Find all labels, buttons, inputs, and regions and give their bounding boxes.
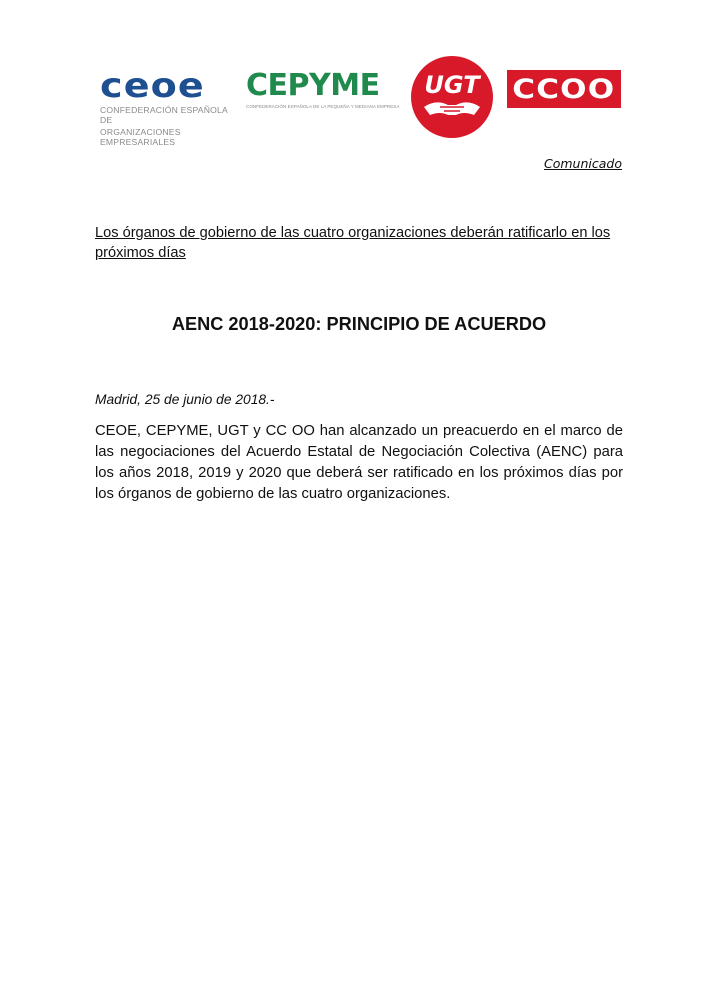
cepyme-logo-subtitle: CONFEDERACIÓN ESPAÑOLA DE LA PEQUEÑA Y MEDIANA EMPRESA <box>246 104 400 109</box>
ceoe-logo <box>100 66 240 147</box>
ccoo-logo-wordmark: CCOO <box>512 73 616 105</box>
ugt-logo-wordmark: UGT <box>424 71 480 99</box>
logos-header <box>0 55 716 145</box>
dateline: Madrid, 25 de junio de 2018.- <box>95 392 275 407</box>
cepyme-logo <box>246 69 406 110</box>
subheadline: Los órganos de gobierno de las cuatro organizaciones deberán ratificarlo en los próximos días <box>95 225 611 261</box>
page-title: AENC 2018-2020: PRINCIPIO DE ACUERDO <box>171 314 547 334</box>
ugt-logo <box>410 55 494 139</box>
body-paragraph: CEOE, CEPYME, UGT y CC OO han alcanzado un preacuerdo en el marco de las negociaciones del Acuerdo Estatal de Negociación Colectiva (AENC) para los años 2018, 2019 y 2020 que deberá ser ratificado en los próximos días por los órganos de gobierno de las cuatro organizaciones. <box>95 423 623 502</box>
ugt-handshake-icon <box>410 55 494 139</box>
cepyme-logo-wordmark: CEPYME <box>246 68 380 103</box>
ceoe-logo-line2: ORGANIZACIONES EMPRESARIALES <box>100 127 181 147</box>
ceoe-logo-line1: CONFEDERACIÓN ESPAÑOLA DE <box>100 105 228 125</box>
document-label: Comunicado <box>544 156 622 171</box>
ccoo-logo <box>507 70 621 108</box>
ceoe-logo-wordmark: ceoe <box>100 66 205 106</box>
